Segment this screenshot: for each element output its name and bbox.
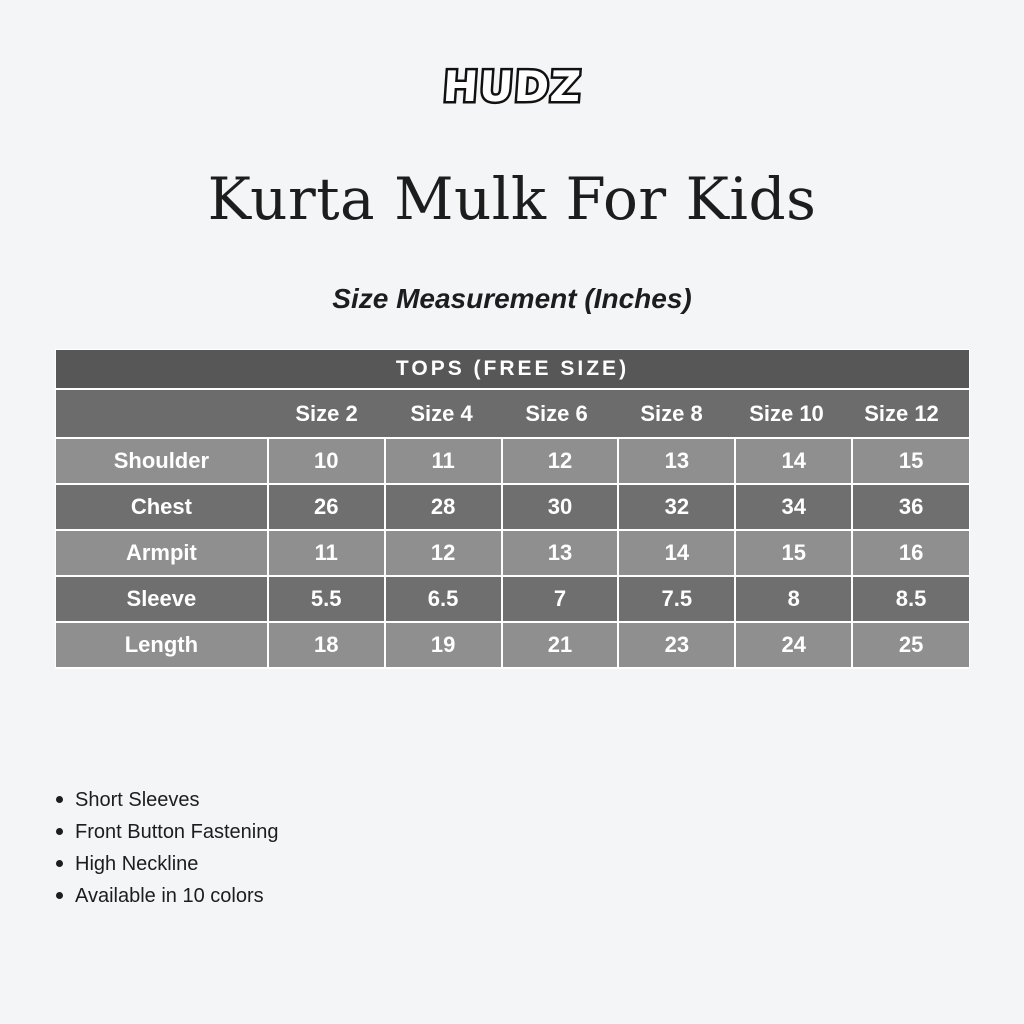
feature-text: Available in 10 colors	[75, 885, 264, 907]
size-chart-table	[55, 349, 970, 669]
feature-text: Front Button Fastening	[75, 821, 279, 843]
table-cell: 26	[269, 485, 384, 529]
table-cell: 12	[386, 531, 501, 575]
table-cell: 11	[386, 439, 501, 483]
table-cell: 14	[736, 439, 851, 483]
list-item	[55, 816, 278, 848]
table-cell: 24	[736, 623, 851, 667]
table-cell: 36	[853, 485, 969, 529]
row-label: Length	[56, 623, 267, 667]
header-cell-size: Size 10	[749, 400, 824, 426]
table-cell: 13	[619, 439, 734, 483]
row-label: Chest	[56, 485, 267, 529]
table-cell: 19	[386, 623, 501, 667]
table-cell: 16	[853, 531, 969, 575]
bullet-icon	[56, 892, 63, 899]
bullet-icon	[56, 796, 63, 803]
table-cell: 7	[503, 577, 618, 621]
table-cell: 11	[269, 531, 384, 575]
feature-text: High Neckline	[75, 853, 199, 875]
table-cell: 25	[853, 623, 969, 667]
table-cell: 18	[269, 623, 384, 667]
list-item	[55, 880, 278, 912]
row-label: Shoulder	[56, 439, 267, 483]
header-cell-size: Size 6	[525, 400, 588, 426]
header-cell-size: Size 8	[640, 400, 703, 426]
table-cell: 15	[853, 439, 969, 483]
feature-list	[55, 784, 278, 912]
row-label: Sleeve	[56, 577, 267, 621]
table-cell: 6.5	[386, 577, 501, 621]
bullet-icon	[56, 828, 63, 835]
table-cell: 5.5	[269, 577, 384, 621]
table-cell: 12	[503, 439, 618, 483]
table-cell: 14	[619, 531, 734, 575]
table-cell: 7.5	[619, 577, 734, 621]
header-cell-size: Size 2	[295, 400, 358, 426]
page-title: Kurta Mulk For Kids	[207, 165, 817, 233]
row-label: Armpit	[56, 531, 267, 575]
table-cell: 21	[503, 623, 618, 667]
table-cell: 15	[736, 531, 851, 575]
table-row	[56, 623, 969, 667]
page-subtitle: Size Measurement (Inches)	[332, 283, 692, 314]
table-cell: 10	[269, 439, 384, 483]
table-cell: 34	[736, 485, 851, 529]
table-cell: 13	[503, 531, 618, 575]
table-cell: 28	[386, 485, 501, 529]
table-header-row	[56, 390, 969, 437]
header-cell-size: Size 12	[864, 400, 939, 426]
table-cell: 8	[736, 577, 851, 621]
table-cell: 30	[503, 485, 618, 529]
table-row	[56, 439, 969, 483]
table-row	[56, 577, 969, 621]
logo-text: HUDZ	[440, 62, 583, 111]
table-cell: 8.5	[853, 577, 969, 621]
feature-text: Short Sleeves	[75, 789, 200, 811]
table-cell: 32	[619, 485, 734, 529]
brand-logo	[0, 62, 1024, 111]
header-cell-size: Size 4	[410, 400, 473, 426]
table-banner: TOPS (FREE SIZE)	[56, 350, 969, 388]
table-row	[56, 531, 969, 575]
list-item	[55, 784, 278, 816]
list-item	[55, 848, 278, 880]
header-cell-empty	[56, 390, 269, 437]
bullet-icon	[56, 860, 63, 867]
table-cell: 23	[619, 623, 734, 667]
table-row	[56, 485, 969, 529]
